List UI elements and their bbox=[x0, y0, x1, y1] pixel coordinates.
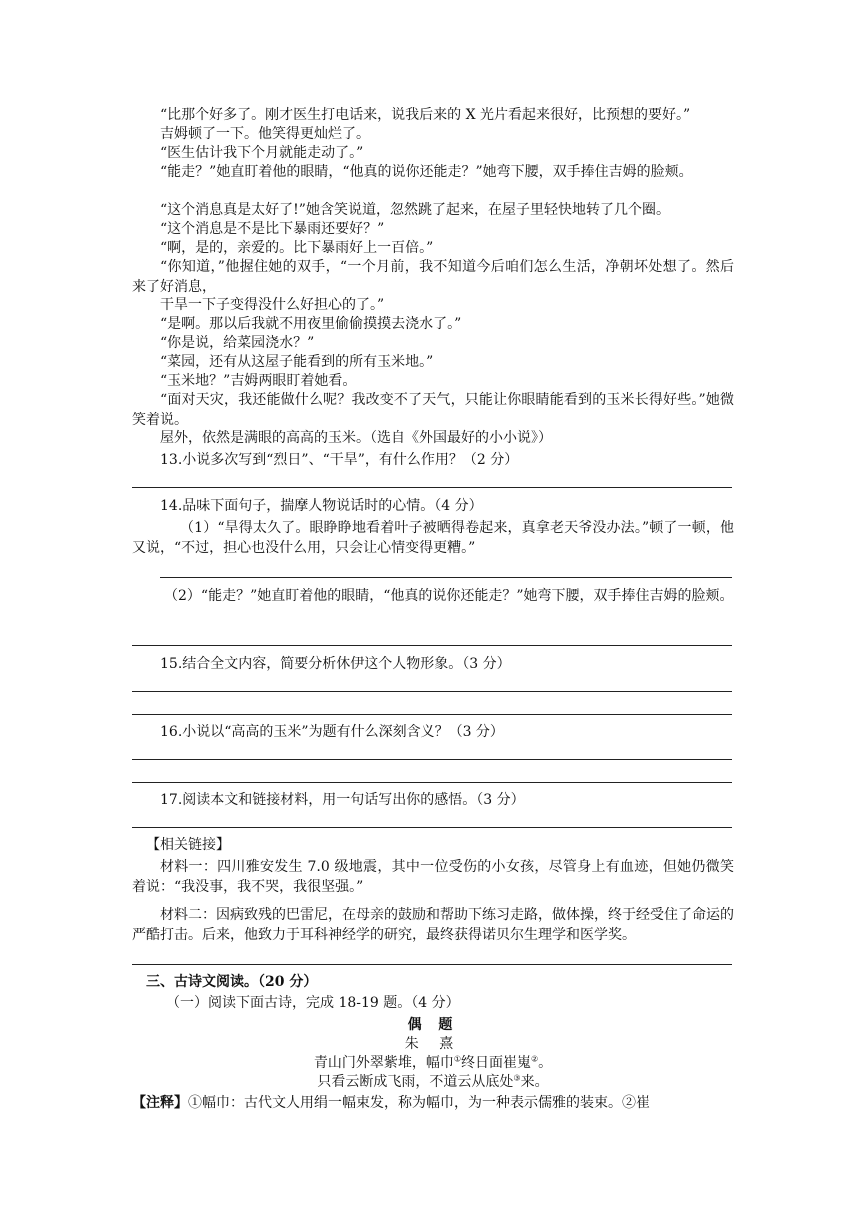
material-2: 材料二：因病致残的巴雷尼，在母亲的鼓励和帮助下练习走路，做体操，终于经受住了命运的严酷打击。后来，他致力于耳科神经学的研究，最终获得诺贝尔生理学和医学奖。 bbox=[132, 907, 734, 943]
paragraph: 吉姆顿了一下。他笑得更灿烂了。 bbox=[160, 126, 370, 142]
question-14: 14.品味下面句子，揣摩人物说话时的心情。（4 分） bbox=[160, 498, 483, 514]
material-1: 材料一：四川雅安发生 7.0 级地震，其中一位受伤的小女孩，尽管身上有血迹，但她仍微笑着说：“我没事，我不哭，我很坚强。” bbox=[132, 859, 734, 895]
paragraph: “你是说，给菜园浇水？” bbox=[160, 335, 315, 351]
answer-line[interactable] bbox=[132, 691, 732, 692]
paragraph: “比那个好多了。刚才医生打电话来，说我后来的 X 光片看起来很好，比预想的要好。” bbox=[160, 107, 691, 123]
poem-line-1: 青山门外翠紫堆，幅巾①终日面崔嵬②。 bbox=[313, 1054, 553, 1071]
annotation: 【注释】①幅巾：古代文人用绢一幅束发，称为幅巾，为一种表示儒雅的装束。②崔 bbox=[132, 1095, 650, 1111]
paragraph: “是啊。那以后我就不用夜里偷偷摸摸去浇水了。” bbox=[160, 316, 462, 332]
paragraph: “这个消息是不是比下暴雨还要好？” bbox=[160, 221, 385, 237]
poem-author: 朱 熹 bbox=[404, 1036, 462, 1052]
answer-line[interactable] bbox=[132, 714, 732, 715]
question-14-item-1: （1）“旱得太久了。眼睁睁地看着叶子被晒得卷起来，真拿老天爷没办法。”顿了一顿，他又说，“不过，担心也没什么用，只会让心情变得更糟。” bbox=[132, 520, 734, 556]
answer-line[interactable] bbox=[132, 645, 732, 646]
answer-line[interactable] bbox=[132, 487, 732, 488]
question-15: 15.结合全文内容，简要分析休伊这个人物形象。（3 分） bbox=[160, 656, 511, 672]
section-title: 三、古诗文阅读。（20 分） bbox=[146, 974, 318, 990]
paragraph: “啊，是的，亲爱的。比下暴雨好上一百倍。” bbox=[160, 240, 434, 256]
paragraph: “菜园，还有从这屋子能看到的所有玉米地。” bbox=[160, 354, 434, 370]
instruction: （一）阅读下面古诗，完成 18-19 题。（4 分） bbox=[166, 995, 460, 1011]
question-13: 13.小说多次写到“烈日”、“干旱”，有什么作用？（2 分） bbox=[160, 452, 519, 468]
question-14-item-2: （2）“能走？”她直盯着他的眼睛，“他真的说你还能走？”她弯下腰，双手捧住吉姆的脸颊。 bbox=[164, 588, 734, 604]
paragraph: “玉米地？”吉姆两眼盯着她看。 bbox=[160, 373, 357, 389]
paragraph: “面对天灾，我还能做什么呢？我改变不了天气，只能让你眼睛能看到的玉米长得好些。”她微笑着说。 bbox=[132, 392, 734, 428]
paragraph: 干旱一下子变得没什么好担心的了。” bbox=[160, 297, 385, 313]
answer-line[interactable] bbox=[160, 577, 732, 578]
paragraph: 屋外，依然是满眼的高高的玉米。（选自《外国最好的小小说》） bbox=[160, 430, 552, 446]
question-17: 17.阅读本文和链接材料，用一句话写出你的感悟。（3 分） bbox=[160, 792, 525, 808]
paragraph: “你知道，”他握住她的双手，“一个月前，我不知道今后咱们怎么生活，净朝坏处想了。然后来了好消息， bbox=[132, 259, 734, 295]
question-16: 16.小说以“高高的玉米”为题有什么深刻含义？（3 分） bbox=[160, 724, 504, 740]
answer-line[interactable] bbox=[132, 782, 732, 783]
paragraph: “这个消息真是太好了!”她含笑说道，忽然跳了起来，在屋子里轻快地转了几个圈。 bbox=[160, 202, 670, 218]
paragraph: “能走？”她直盯着他的眼睛，“他真的说你还能走？”她弯下腰，双手捧住吉姆的脸颊。 bbox=[160, 164, 693, 180]
poem-line-2: 只看云断成飞雨，不道云从底处③来。 bbox=[317, 1073, 549, 1090]
section-heading: 【相关链接】 bbox=[146, 837, 230, 853]
paragraph: “医生估计我下个月就能走动了。” bbox=[160, 145, 364, 161]
answer-line[interactable] bbox=[132, 964, 732, 965]
answer-line[interactable] bbox=[132, 759, 732, 760]
answer-line[interactable] bbox=[132, 827, 732, 828]
poem-title: 偶 题 bbox=[407, 1017, 459, 1033]
